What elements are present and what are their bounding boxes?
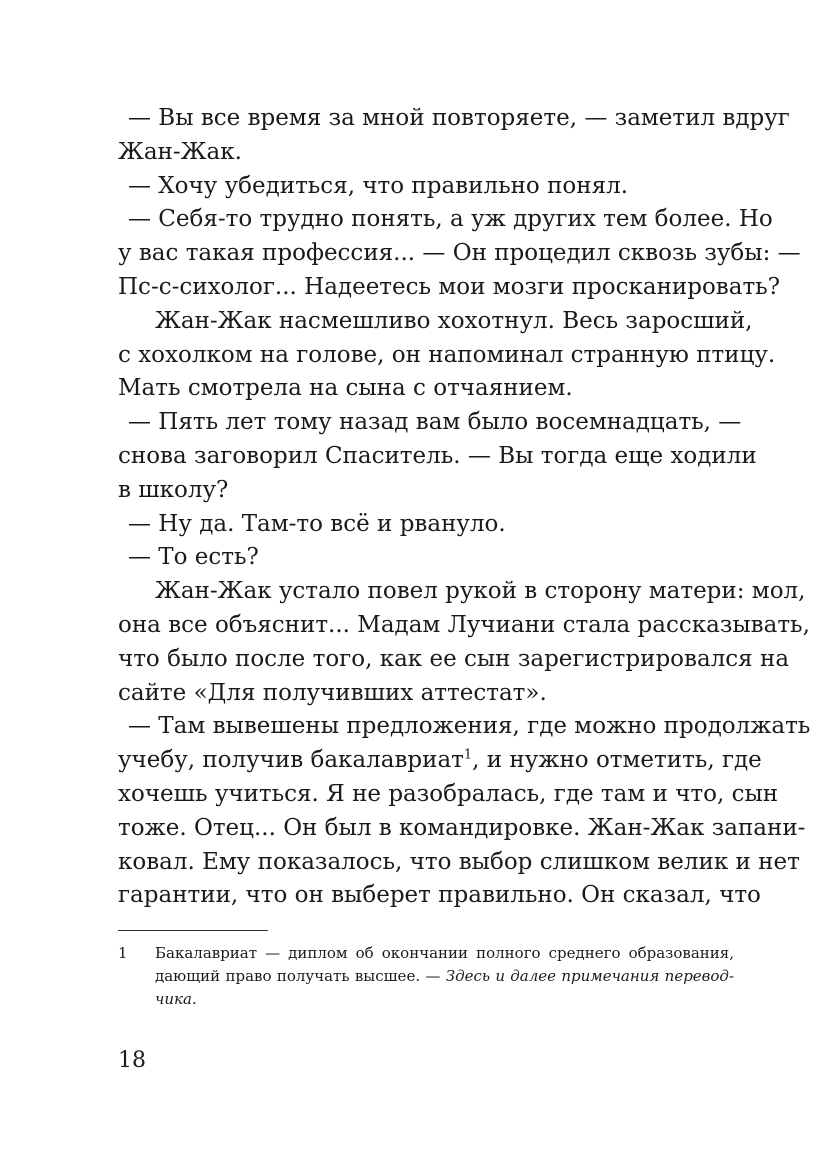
text-line: — Себя-то трудно понять, а уж других тем более. Но (128, 206, 773, 233)
text-line: — Пять лет тому назад вам было восемнадцать, — (128, 409, 742, 436)
text-line: хочешь учиться. Я не разобралась, где там и что, сын (118, 780, 779, 807)
main-text (118, 102, 811, 913)
text-line: Пс-с-сихолог... Надеетесь мои мозги просканировать? (118, 273, 781, 300)
text-line: Жан-Жак насмешливо хохотнул. Весь заросший, (155, 307, 753, 334)
footnote-reference[interactable]: 1 (463, 747, 473, 763)
page-number: 18 (118, 1048, 146, 1073)
text-fragment: учебу, получив бакалавриат (118, 747, 464, 774)
text-line: Жан-Жак. (118, 138, 242, 165)
text-fragment: , и нужно отметить, где (472, 747, 762, 774)
text-line: в школу? (118, 476, 229, 503)
text-line: сайте «Для получивших аттестат». (118, 679, 547, 706)
text-line: Жан-Жак устало повел рукой в сторону матери: мол, (155, 578, 806, 605)
footnote-fragment: дающий право получать высшее. — (155, 967, 446, 985)
footnote-number: 1 (118, 944, 128, 962)
text-line: — Там вывешены предложения, где можно продолжать (128, 713, 811, 740)
text-line: — То есть? (128, 544, 259, 571)
footnote-line (155, 988, 734, 1011)
footnote-text (155, 942, 734, 1011)
footnote-italic-fragment: Здесь и далее примечания перевод- (445, 967, 735, 985)
text-line: у вас такая профессия... — Он процедил сквозь зубы: — (118, 240, 801, 267)
text-line: что было после того, как ее сын зарегистрировался на (118, 645, 790, 672)
footnote-italic-fragment: чика. (155, 990, 197, 1008)
footnote-divider (118, 930, 268, 931)
text-line: она все объяснит... Мадам Лучиани стала рассказывать, (118, 611, 810, 638)
footnote-line: Бакалавриат — диплом об окончании полного среднего образования, (155, 944, 734, 962)
text-line: снова заговорил Спаситель. — Вы тогда еще ходили (118, 442, 757, 469)
text-line: с хохолком на голове, он напоминал странную птицу. (118, 341, 776, 368)
text-line: Мать смотрела на сына с отчаянием. (118, 375, 573, 402)
text-line: гарантии, что он выберет правильно. Он сказал, что (118, 882, 761, 909)
text-line: ковал. Ему показалось, что выбор слишком велик и нет (118, 848, 800, 875)
text-line: — Хочу убедиться, что правильно понял. (128, 172, 629, 199)
footnote-line (155, 965, 734, 988)
text-line: — Вы все время за мной повторяете, — заметил вдруг (128, 105, 790, 131)
text-line-with-footnote-ref (118, 744, 762, 778)
text-line: — Ну да. Там-то всё и рвануло. (128, 510, 506, 537)
text-line: тоже. Отец... Он был в командировке. Жан-Жак запани- (118, 814, 806, 841)
